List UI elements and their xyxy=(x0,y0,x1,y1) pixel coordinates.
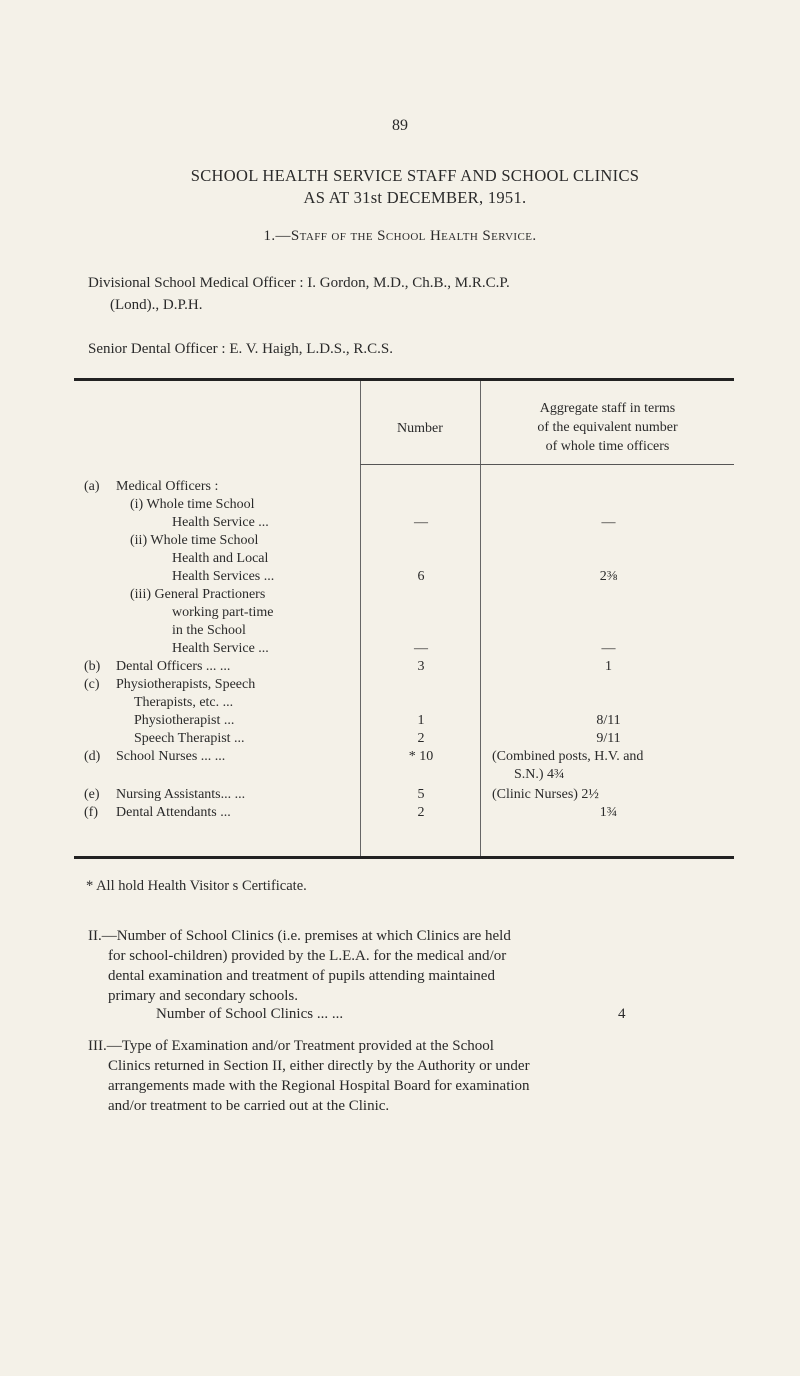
row-a1-aggregate: — xyxy=(601,515,616,530)
row-c2-number: 2 xyxy=(417,731,425,746)
row-c1-aggregate: 8/11 xyxy=(596,713,621,728)
section-3-line1: III.—Type of Examination and/or Treatment provided at the School xyxy=(88,1038,494,1054)
row-e-text: Nursing Assistants... ... xyxy=(116,787,246,802)
row-e-label: (e) xyxy=(84,787,100,802)
row-f-aggregate: 1¾ xyxy=(599,805,618,820)
row-f-label: (f) xyxy=(84,805,98,820)
row-a2-line1: (ii) Whole time School xyxy=(130,533,259,548)
row-c2-text: Speech Therapist ... xyxy=(134,731,245,746)
section-2-line4: primary and secondary schools. xyxy=(108,988,298,1004)
row-c-text1: Physiotherapists, Speech xyxy=(116,677,256,692)
section-3 xyxy=(88,1036,743,1116)
row-f-text: Dental Attendants ... xyxy=(116,805,231,820)
row-a-text: Medical Officers : xyxy=(116,479,219,494)
row-b-aggregate: 1 xyxy=(605,659,612,674)
row-a2-aggregate: 2⅜ xyxy=(599,569,618,584)
row-a3-number: — xyxy=(414,641,428,656)
header-aggregate-2: of the equivalent number xyxy=(537,420,678,435)
row-d-text: School Nurses ... ... xyxy=(116,749,226,764)
page-title: SCHOOL HEALTH SERVICE STAFF AND SCHOOL CLINICS xyxy=(190,166,640,185)
page-number: 89 xyxy=(392,117,408,134)
divisional-officer-line2: (Lond)., D.P.H. xyxy=(110,297,203,313)
row-a3-line3: in the School xyxy=(172,623,246,638)
row-c1-text: Physiotherapist ... xyxy=(134,713,235,728)
section-3-line2: Clinics returned in Section II, either directly by the Authority or under xyxy=(108,1058,530,1074)
header-aggregate xyxy=(481,399,734,456)
section-3-line3: arrangements made with the Regional Hospital Board for examination xyxy=(108,1078,530,1094)
row-a2-line3: Health Services ... xyxy=(172,569,275,584)
row-a1-line2: Health Service ... xyxy=(172,515,269,530)
table-top-rule xyxy=(74,378,734,381)
section-2-line2: for school-children) provided by the L.E.A. for the medical and/or xyxy=(108,948,507,964)
section-2-line1: II.—Number of School Clinics (i.e. premises at which Clinics are held xyxy=(88,928,511,944)
page-subtitle: AS AT 31st DECEMBER, 1951. xyxy=(303,188,527,207)
row-c2-aggregate: 9/11 xyxy=(596,731,621,746)
row-a-label: (a) xyxy=(84,479,100,494)
row-d-aggregate-2: S.N.) 4¾ xyxy=(514,767,565,782)
section-1-heading: 1.—Staff of the School Health Service. xyxy=(263,228,537,244)
row-a3-line4: Health Service ... xyxy=(172,641,269,656)
row-a1-number: — xyxy=(414,515,428,530)
row-a2-number: 6 xyxy=(417,569,425,584)
row-b-text: Dental Officers ... ... xyxy=(116,659,231,674)
row-a1-line1: (i) Whole time School xyxy=(130,497,255,512)
section-2-line3: dental examination and treatment of pupils attending maintained xyxy=(108,968,495,984)
row-e-aggregate: (Clinic Nurses) 2½ xyxy=(492,787,599,802)
row-d-label: (d) xyxy=(84,749,101,764)
header-aggregate-1: Aggregate staff in terms xyxy=(539,401,676,416)
row-a3-line2: working part-time xyxy=(172,605,274,620)
row-c1-number: 1 xyxy=(417,713,425,728)
row-f-number: 2 xyxy=(417,805,425,820)
section-2 xyxy=(88,926,743,1006)
header-rule xyxy=(360,464,734,465)
clinics-count-label: Number of School Clinics ... ... xyxy=(156,1006,344,1022)
header-aggregate-3: of whole time officers xyxy=(545,439,670,454)
row-c-label: (c) xyxy=(84,677,100,692)
clinics-count-value: 4 xyxy=(618,1006,626,1022)
row-d-number: * 10 xyxy=(408,749,434,764)
divisional-officer xyxy=(88,272,748,316)
row-d-aggregate-1: (Combined posts, H.V. and xyxy=(492,749,644,764)
row-a3-aggregate: — xyxy=(601,641,616,656)
row-a2-line2: Health and Local xyxy=(172,551,269,566)
divisional-officer-line1: Divisional School Medical Officer : I. Gordon, M.D., Ch.B., M.R.C.P. xyxy=(88,275,510,291)
row-e-number: 5 xyxy=(417,787,425,802)
senior-dental-officer: Senior Dental Officer : E. V. Haigh, L.D.S., R.C.S. xyxy=(88,341,393,357)
footnote: * All hold Health Visitor s Certificate. xyxy=(86,878,307,894)
section-3-line4: and/or treatment to be carried out at the Clinic. xyxy=(108,1098,390,1114)
row-b-label: (b) xyxy=(84,659,101,674)
row-c-text2: Therapists, etc. ... xyxy=(134,695,234,710)
row-b-number: 3 xyxy=(417,659,425,674)
row-a3-line1: (iii) General Practioners xyxy=(130,587,266,602)
table-bottom-rule xyxy=(74,856,734,859)
header-number: Number xyxy=(397,421,443,436)
